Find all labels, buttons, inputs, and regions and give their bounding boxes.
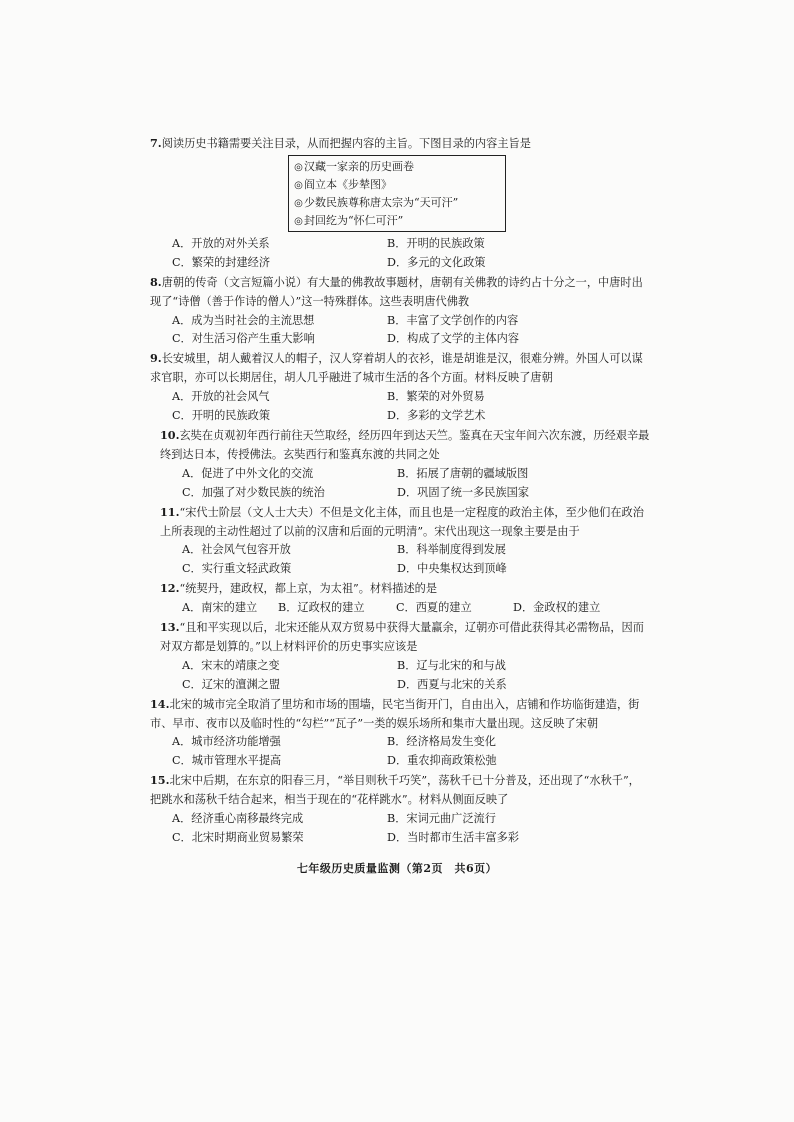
option-a: A．促进了中外文化的交流 xyxy=(182,466,314,480)
option-c: C．辽宋的澶渊之盟 xyxy=(182,677,281,691)
answer-options xyxy=(150,810,650,848)
question-11 xyxy=(150,503,650,580)
option-b: B．丰富了文学创作的内容 xyxy=(387,313,519,327)
question-7 xyxy=(150,134,650,273)
answer-options xyxy=(150,657,650,695)
question-10 xyxy=(150,426,650,503)
option-a: A．城市经济功能增强 xyxy=(172,735,281,749)
answer-options xyxy=(150,733,650,771)
question-stem: 8.唐朝的传奇（文言短篇小说）有大量的佛教故事题材，唐朝有关佛教的诗约占十分之一，中唐时出现了“诗僧（善于作诗的僧人）”这一特殊群体。这些表明唐代佛教 xyxy=(150,274,643,308)
question-stem: 10.玄奘在贞观初年西行前往天竺取经，经历四年到达天竺。鉴真在天宝年间六次东渡，历经艰辛最终到达日本，传授佛法。玄奘西行和鉴真东渡的共同之处 xyxy=(160,427,650,461)
option-c: C．对生活习俗产生重大影响 xyxy=(172,332,315,346)
answer-options xyxy=(150,312,650,350)
option-a: A．成为当时社会的主流思想 xyxy=(172,313,315,327)
toc-item: ◎汉藏一家亲的历史画卷 xyxy=(293,158,501,176)
option-b: B．繁荣的对外贸易 xyxy=(387,390,485,404)
page-footer: 七年级历史质量监测（第2页 共6页） xyxy=(296,862,498,875)
option-c: C．开明的民族政策 xyxy=(172,409,271,423)
question-12 xyxy=(150,579,650,618)
question-stem: 9.长安城里，胡人戴着汉人的帽子，汉人穿着胡人的衣衫，谁是胡谁是汉，很难分辨。外国人可以谋求官职，亦可以长期居住，胡人几乎融进了城市生活的各个方面。材料反映了唐朝 xyxy=(150,351,643,385)
option-b: B．开明的民族政策 xyxy=(387,236,485,250)
option-d: D．重农抑商政策松弛 xyxy=(387,754,497,768)
answer-options xyxy=(150,465,650,503)
option-a: A．南宋的建立 xyxy=(182,601,258,615)
answer-options xyxy=(150,235,650,273)
option-a: A．宋末的靖康之变 xyxy=(182,658,280,672)
option-d: D．当时都市生活丰富多彩 xyxy=(387,831,520,844)
bullet-icon: ◎ xyxy=(294,161,303,173)
toc-item: ◎封回纥为“怀仁可汗” xyxy=(293,212,501,230)
answer-options xyxy=(150,599,650,618)
option-d: D．多元的文化政策 xyxy=(387,255,486,269)
option-b: B．辽与北宋的和与战 xyxy=(397,658,506,672)
option-c: C．实行重文轻武政策 xyxy=(182,562,292,576)
option-d: D．中央集权达到顶峰 xyxy=(397,562,507,576)
option-a: A．社会风气包容开放 xyxy=(182,543,291,557)
question-list xyxy=(150,134,650,848)
option-a: A．开放的社会风气 xyxy=(172,390,270,404)
question-stem: 15.北宋中后期，在东京的阳春三月，“举目则秋千巧笑”，荡秋千已十分普及，还出现了“水秋千”，把跳水和荡秋千结合起来，相当于现在的“花样跳水”。材料从侧面反映了 xyxy=(150,773,640,807)
bullet-icon: ◎ xyxy=(294,179,303,191)
option-b: B．辽政权的建立 xyxy=(278,601,365,615)
option-c: C．城市管理水平提高 xyxy=(172,754,282,768)
option-a: A．经济重心南移最终完成 xyxy=(172,812,304,826)
question-8 xyxy=(150,273,650,350)
answer-options xyxy=(150,541,650,579)
option-c: C．加强了对少数民族的统治 xyxy=(182,485,325,499)
option-a: A．开放的对外关系 xyxy=(172,236,270,250)
bullet-icon: ◎ xyxy=(294,197,303,209)
option-b: B．宋词元曲广泛流行 xyxy=(387,812,496,826)
option-b: B．经济格局发生变化 xyxy=(387,735,496,749)
toc-item: ◎阎立本《步辇图》 xyxy=(293,176,501,194)
option-d: D．巩固了统一多民族国家 xyxy=(397,485,530,499)
option-d: D．金政权的建立 xyxy=(513,601,601,615)
question-14 xyxy=(150,695,650,772)
option-b: B．科举制度得到发展 xyxy=(397,543,506,557)
toc-item: ◎少数民族尊称唐太宗为“天可汗” xyxy=(293,194,501,212)
question-stem: 12.“统契丹，建政权，都上京，为太祖”。材料描述的是 xyxy=(160,581,438,596)
answer-options xyxy=(150,388,650,426)
option-d: D．多彩的文学艺术 xyxy=(387,409,486,423)
question-9 xyxy=(150,349,650,426)
question-stem: 11.“宋代士阶层（文人士大夫）不但是文化主体，而且也是一定程度的政治主体，至少他们在政治上所表现的主动性超过了以前的汉唐和后面的元明清”。宋代出现这一现象主要是由于 xyxy=(160,504,644,538)
bullet-icon: ◎ xyxy=(294,215,303,227)
option-c: C．繁荣的封建经济 xyxy=(172,255,271,269)
option-d: D．西夏与北宋的关系 xyxy=(397,677,507,691)
option-d: D．构成了文学的主体内容 xyxy=(387,332,520,346)
question-15 xyxy=(150,771,650,848)
option-c: C．北宋时期商业贸易繁荣 xyxy=(172,831,304,844)
option-b: B．拓展了唐朝的疆域版图 xyxy=(397,466,529,480)
question-13 xyxy=(150,618,650,695)
question-stem: 14.北宋的城市完全取消了里坊和市场的围墙，民宅当街开门，自由出入，店铺和作坊临街建造，街市、早市、夜市以及临时性的“勾栏”“瓦子”一类的娱乐场所和集市大量出现。这反映了宋朝 xyxy=(150,696,640,730)
question-stem: 13.“且和平实现以后，北宋还能从双方贸易中获得大量赢余，辽朝亦可借此获得其必需物品，因而对双方都是划算的。”以上材料评价的历史事实应该是 xyxy=(160,620,644,653)
option-c: C．西夏的建立 xyxy=(396,601,472,615)
question-stem: 7.阅读历史书籍需要关注目录，从而把握内容的主旨。下图目录的内容主旨是 xyxy=(150,136,531,150)
table-of-contents-box xyxy=(288,155,506,232)
